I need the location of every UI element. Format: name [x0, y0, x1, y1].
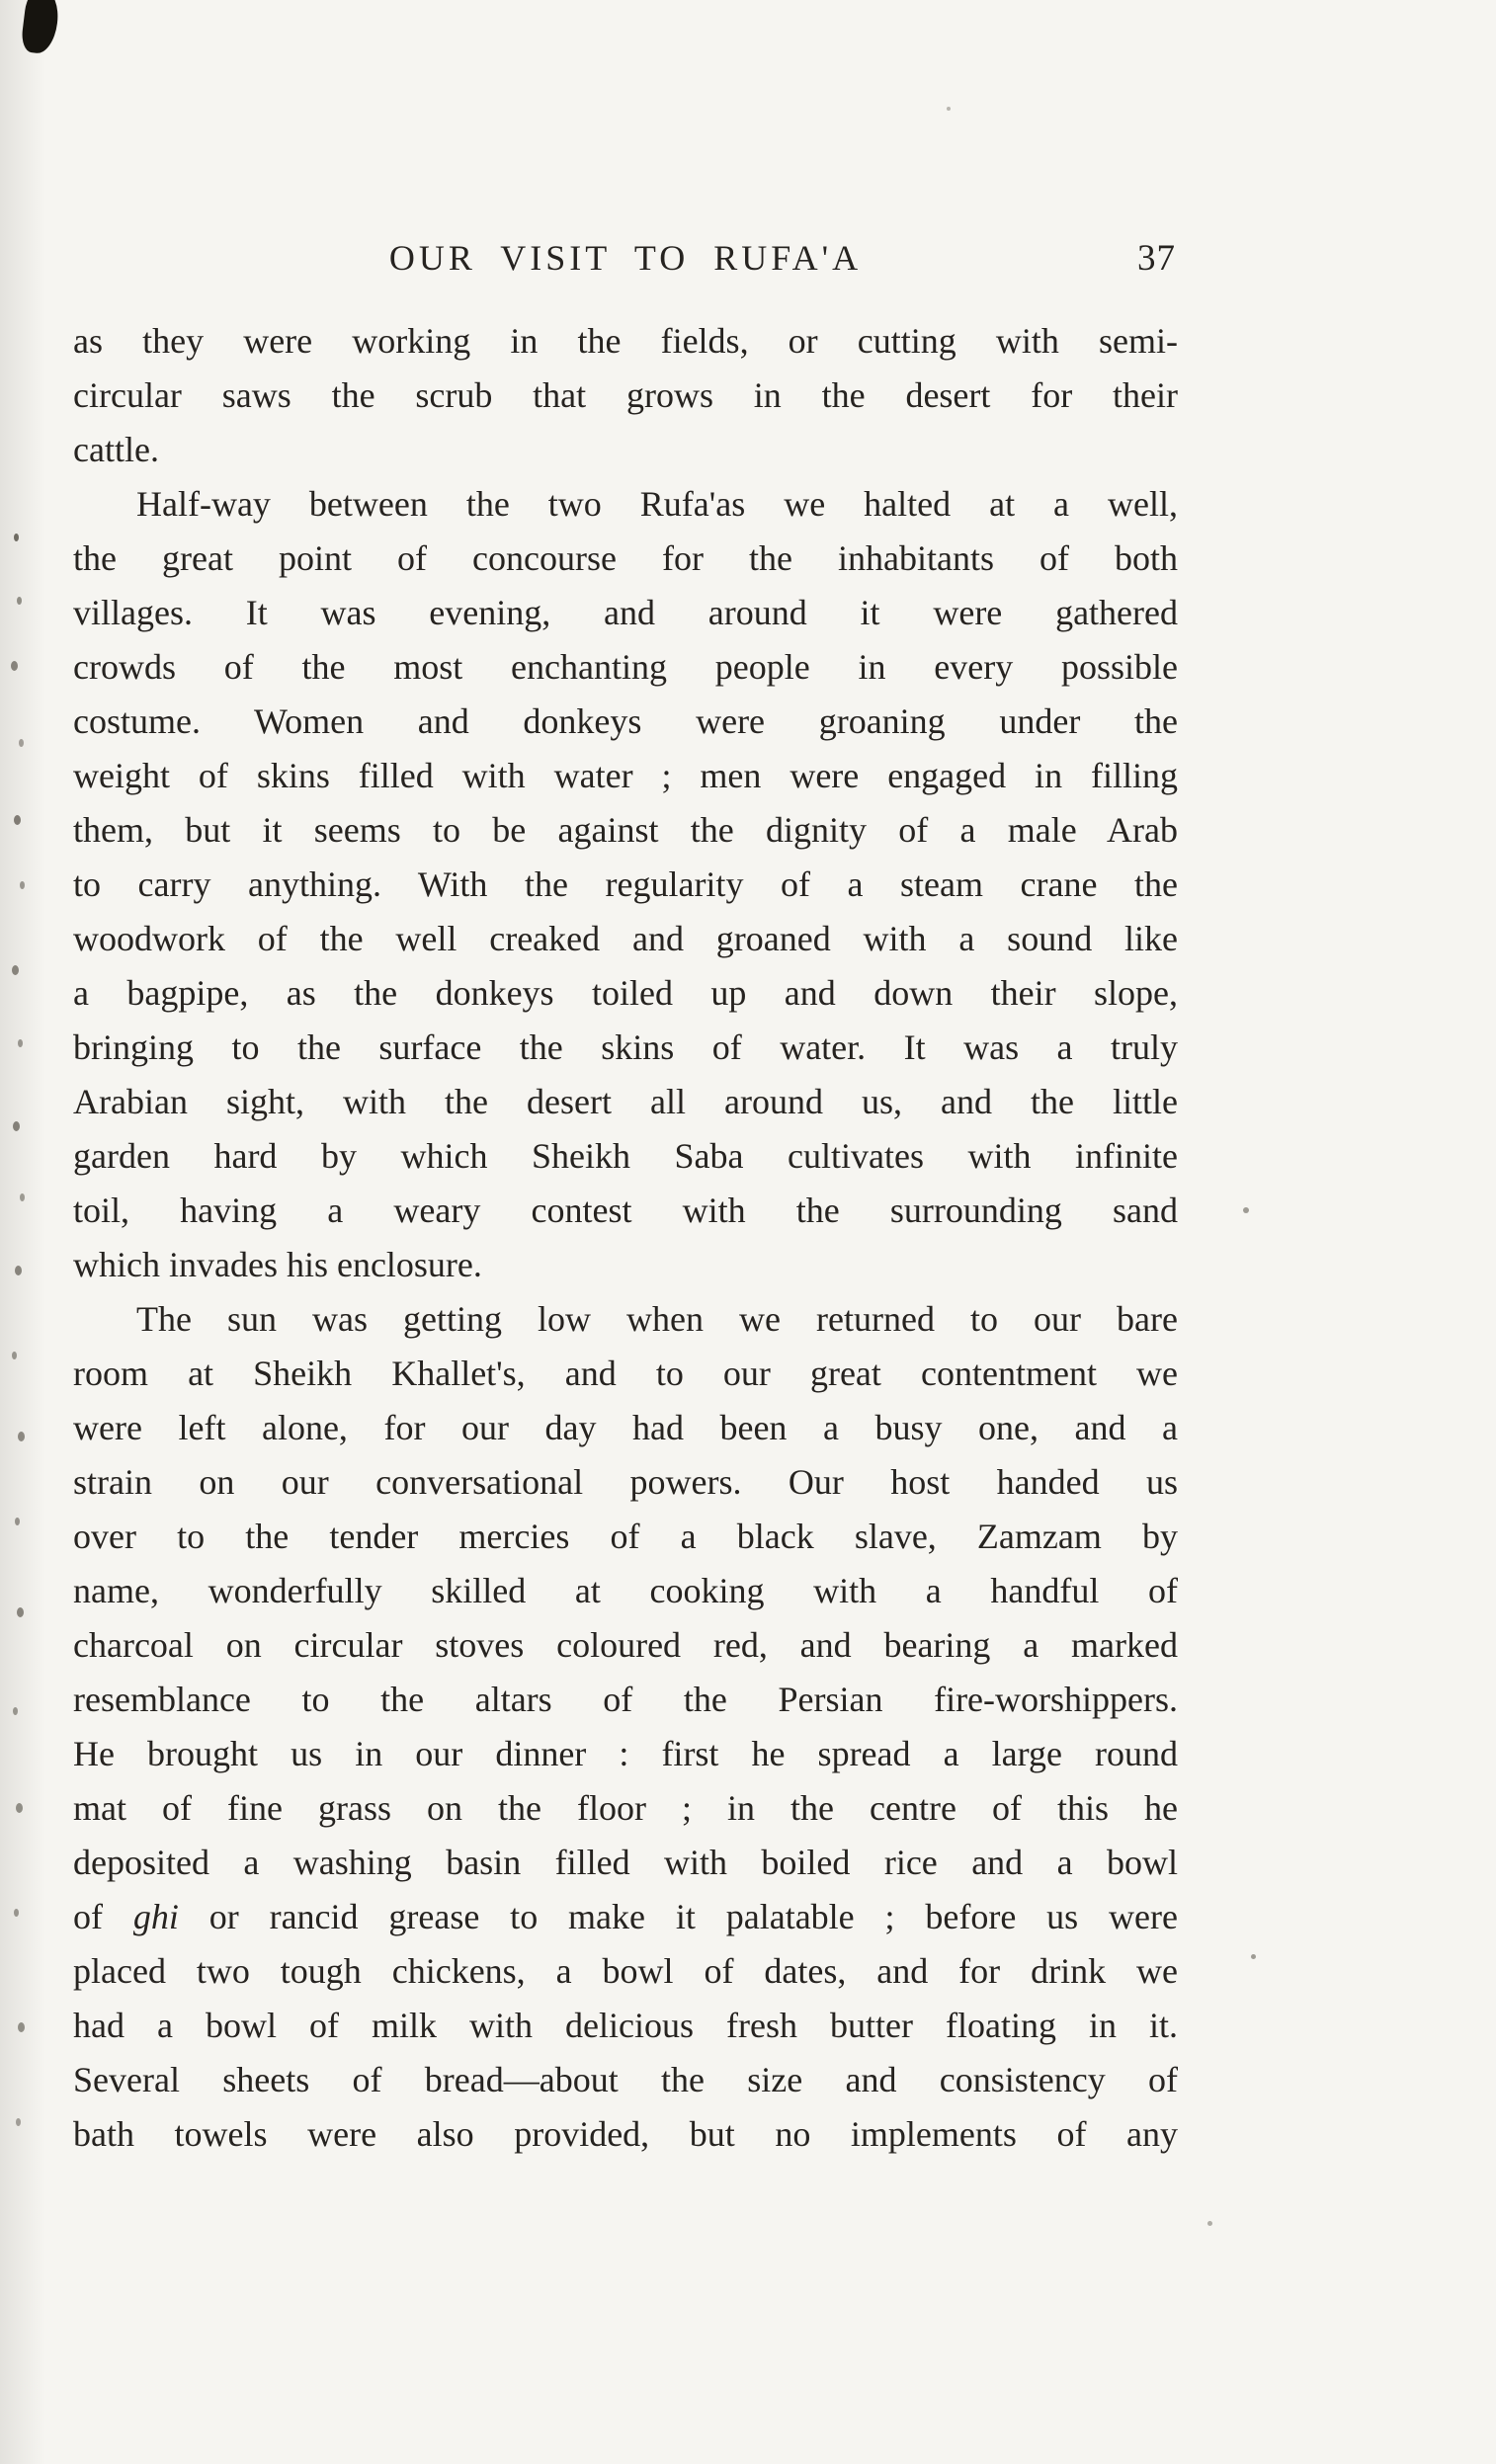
text-segment: placed two tough chickens, a bowl of dates, and for drink we — [73, 1951, 1178, 1991]
text-line — [73, 2107, 1178, 2162]
scan-ink-mark — [20, 0, 61, 55]
text-line — [73, 1238, 1178, 1292]
text-segment: Half-way between the two Rufa'as we halted at a well, — [136, 484, 1178, 524]
text-segment: resemblance to the altars of the Persian fire-worshippers. — [73, 1680, 1178, 1719]
text-line — [73, 1673, 1178, 1727]
text-line — [73, 477, 1178, 532]
text-line — [73, 1075, 1178, 1129]
scan-speckle-dot — [1243, 1207, 1249, 1213]
text-segment: weight of skins filled with water ; men were engaged in filling — [73, 756, 1178, 795]
text-line — [73, 586, 1178, 640]
text-line — [73, 1781, 1178, 1836]
text-line — [73, 912, 1178, 966]
text-line — [73, 858, 1178, 912]
text-line — [73, 1292, 1178, 1347]
text-segment: The sun was getting low when we returned to our bare — [136, 1299, 1178, 1339]
text-line — [73, 695, 1178, 749]
text-segment: villages. It was evening, and around it were gathered — [73, 593, 1178, 632]
text-line — [73, 1129, 1178, 1184]
italic-term: ghi — [132, 1897, 179, 1936]
text-line — [73, 1618, 1178, 1673]
text-segment: garden hard by which Sheikh Saba cultivates with infinite — [73, 1136, 1178, 1176]
text-line — [73, 1347, 1178, 1401]
text-segment: He brought us in our dinner : first he spread a large round — [73, 1734, 1178, 1773]
text-line — [73, 640, 1178, 695]
text-line — [73, 1564, 1178, 1618]
text-line — [73, 1944, 1178, 1999]
paragraph — [73, 477, 1178, 1292]
text-line — [73, 803, 1178, 858]
text-segment: them, but it seems to be against the dignity of a male Arab — [73, 810, 1178, 850]
page-number: 37 — [1137, 238, 1176, 279]
text-segment: the great point of concourse for the inhabitants of both — [73, 538, 1178, 578]
text-segment: name, wonderfully skilled at cooking with a handful of — [73, 1571, 1178, 1610]
text-segment: cattle. — [73, 430, 159, 469]
text-segment: or rancid grease to make it palatable ; before us were — [178, 1897, 1178, 1936]
text-line — [73, 1401, 1178, 1455]
text-segment: crowds of the most enchanting people in every possible — [73, 647, 1178, 687]
page-header — [73, 237, 1178, 287]
text-segment: room at Sheikh Khallet's, and to our great contentment we — [73, 1354, 1178, 1393]
paragraph — [73, 314, 1178, 477]
text-segment: over to the tender mercies of a black slave, Zamzam by — [73, 1517, 1178, 1556]
page-body — [73, 314, 1178, 2162]
text-segment: which invades his enclosure. — [73, 1245, 482, 1284]
text-line — [73, 423, 1178, 477]
text-segment: bringing to the surface the skins of water. It was a truly — [73, 1027, 1178, 1067]
text-line — [73, 1021, 1178, 1075]
scan-speckle-dot — [1251, 1954, 1256, 1959]
running-title: OUR VISIT TO RUFA'A — [388, 238, 863, 278]
text-segment: of — [73, 1897, 133, 1936]
text-line — [73, 1890, 1178, 1944]
text-segment: charcoal on circular stoves coloured red, and bearing a marked — [73, 1625, 1178, 1665]
text-line — [73, 1836, 1178, 1890]
text-line — [73, 2053, 1178, 2107]
text-segment: mat of fine grass on the floor ; in the centre of this he — [73, 1788, 1178, 1828]
text-segment: had a bowl of milk with delicious fresh butter floating in it. — [73, 2006, 1178, 2045]
paragraph — [73, 1292, 1178, 2162]
text-segment: bath towels were also provided, but no implements of any — [73, 2114, 1178, 2154]
scan-speckle-dot — [947, 107, 951, 111]
text-line — [73, 1999, 1178, 2053]
text-line — [73, 369, 1178, 423]
text-line — [73, 1510, 1178, 1564]
scan-speckle-dot — [1207, 2221, 1212, 2226]
text-segment: were left alone, for our day had been a busy one, and a — [73, 1408, 1178, 1447]
text-segment: as they were working in the fields, or cutting with semi- — [73, 321, 1178, 361]
scan-speckles — [14, 534, 19, 541]
text-segment: circular saws the scrub that grows in the desert for their — [73, 375, 1178, 415]
text-segment: a bagpipe, as the donkeys toiled up and down their slope, — [73, 973, 1178, 1013]
text-segment: toil, having a weary contest with the surrounding sand — [73, 1191, 1178, 1230]
text-segment: costume. Women and donkeys were groaning under the — [73, 701, 1178, 741]
text-line — [73, 1455, 1178, 1510]
text-segment: strain on our conversational powers. Our host handed us — [73, 1462, 1178, 1502]
text-line — [73, 749, 1178, 803]
text-segment: Several sheets of bread—about the size and consistency of — [73, 2060, 1178, 2099]
text-line — [73, 314, 1178, 369]
text-segment: woodwork of the well creaked and groaned with a sound like — [73, 919, 1178, 958]
text-line — [73, 532, 1178, 586]
text-segment: deposited a washing basin filled with boiled rice and a bowl — [73, 1843, 1178, 1882]
text-line — [73, 1727, 1178, 1781]
text-segment: Arabian sight, with the desert all around us, and the little — [73, 1082, 1178, 1121]
text-line — [73, 966, 1178, 1021]
text-segment: to carry anything. With the regularity of a steam crane the — [73, 864, 1178, 904]
text-line — [73, 1184, 1178, 1238]
